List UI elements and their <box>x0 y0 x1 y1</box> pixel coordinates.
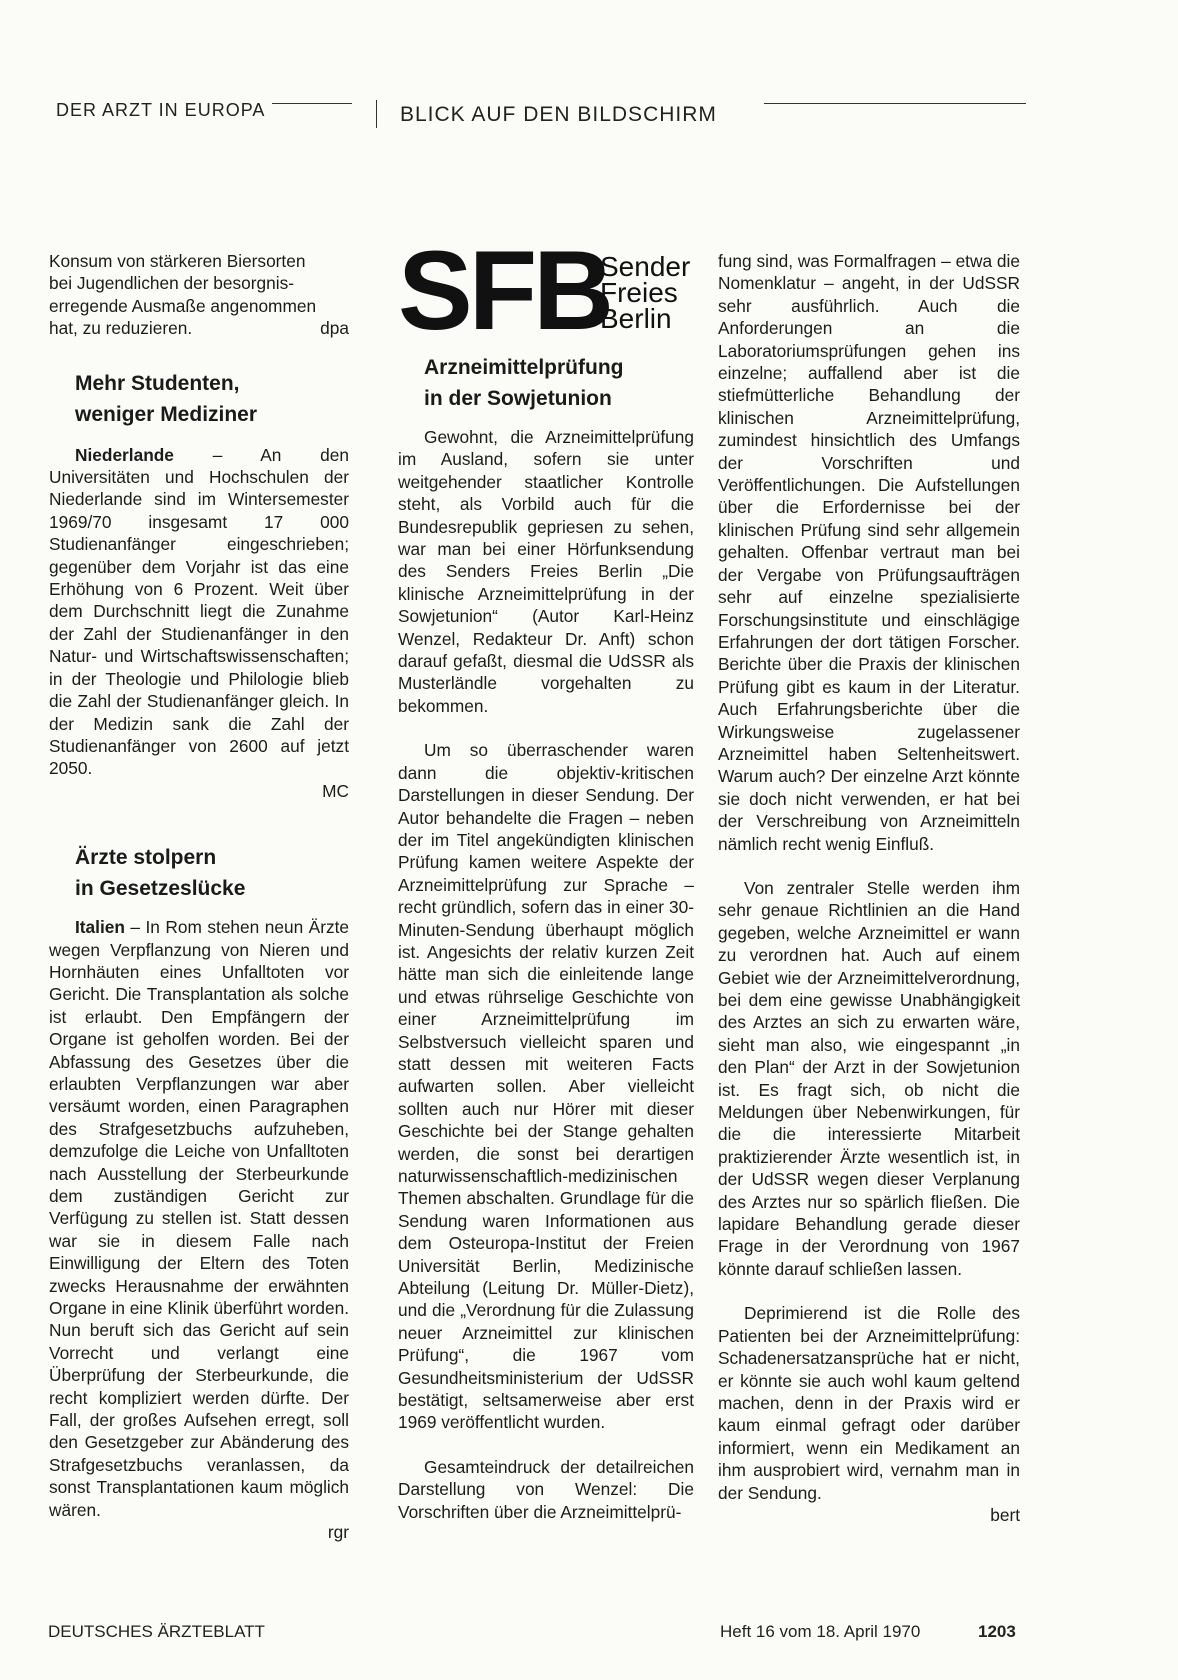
article-body: Italien – In Rom stehen neun Ärzte wegen Verpflanzung von Nieren und Hornhäuten eines Unfalltoten vor Gericht. Die Transplantation als solche ist erlaubt. Den Empfängern der Organe ist geholfen worden. Bei der Abfassung des Gesetzes über die erlaubten Verpflanzungen war aber versäumt worden, einen Paragraphen des Strafgesetzbuchs aufzuheben, demzufolge die Leiche von Unfalltoten nach Ausstellung der Sterbeurkunde dem zuständigen Gericht zur Verfügung zu stellen ist. Statt dessen war sie in diesem Falle nach Einwilligung der Eltern des Toten zwecks Herausnahme der erwähnten Organe in eine Klinik überführt worden. Nun beruft sich das Gericht auf sein Vorrecht und verlangt eine Überprüfung der Sterbeurkunde, die recht kompliziert werden dürfte. Der Fall, der großes Aufsehen erregt, soll den Gesetzgeber zur Abänderung des Strafgesetzbuchs veranlassen, da sonst Transplantationen kaum möglich wären. rgr <box>49 917 349 1543</box>
column-divider <box>376 100 377 128</box>
article-headline: Ärzte stolpern in Gesetzeslücke <box>75 846 246 901</box>
article-signature: rgr <box>327 1522 349 1543</box>
section-title-right: BLICK AUF DEN BILDSCHIRM <box>400 103 717 126</box>
article-paragraph: Gewohnt, die Arzneimittelprüfung im Ausland, sofern sie unter weitgehender staatlicher Kontrolle steht, als Vorbild auch für die Bundesrepublik gepriesen zu sehen, war man bei einer Hörfunksendung des Senders Freies Berlin „Die klinische Arzneimittelprüfung in der Sowjetunion“ (Autor Karl-Heinz Wenzel, Redakteur Dr. Anft) schon darauf gefaßt, diesmal die UdSSR als Musterländle vorgehalten zu bekommen. <box>398 427 694 716</box>
article-paragraph: Deprimierend ist die Rolle des Patienten bei der Arzneimittelprüfung: Schadenersatzansprüche hat er nicht, er könnte sie auch wohl kaum geltend machen, denn in der Praxis wird er kaum einmal gefragt oder darüber informiert, wenn ein Medikament an ihm ausprobiert wird, vernahm man in der Sendung. bert <box>718 1303 1020 1525</box>
page-number: 1203 <box>978 1622 1016 1641</box>
left-column <box>49 250 349 1544</box>
article-signature: MC <box>322 780 349 801</box>
issue-info: Heft 16 vom 18. April 1970 <box>720 1622 921 1641</box>
article-signature: bert <box>990 1504 1020 1525</box>
sfb-logo-letters: SFB <box>398 228 610 353</box>
intro-signature: dpa <box>320 318 349 339</box>
article-paragraph: Von zentraler Stelle werden ihm sehr genaue Richtlinien an die Hand gegeben, welche Arzneimittel er wann zu verordnen hat. Auch auf einem Gebiet wie der Arzneimittelverordnung, bei dem eine gewisse Unabhängigkeit des Arztes an sich zu erwarten wäre, sieht man also, wie eingespannt „in den Plan“ der Arzt in der Sowjetunion ist. Es fragt sich, ob nicht die Meldungen über Nebenwirkungen, für die die interessierte Mitarbeit praktizierender Ärzte wesentlich ist, in der UdSSR wegen dieser Verplanung des Arztes nur so spärlich fließen. Die lapidare Behandlung gerade dieser Frage in der Verordnung von 1967 könnte darauf schließen lassen. <box>718 877 1020 1279</box>
right-column <box>718 250 1020 1526</box>
article-paragraph: fung sind, was Formalfragen – etwa die Nomenklatur – angeht, in der UdSSR sehr ausführlich. Auch die Anforderungen an die Laboratoriumsprüfungen gehen ins einzelne; auffallend aber ist die stiefmütterliche Behandlung der klinischen Arzneimittelprüfung, zumindest hinsichtlich des Umfangs der Vorschriften und Veröffentlichungen. Die Aufstellungen über die Erfordernisse bei der klinischen Prüfung sind sehr allgemein gehalten. Offenbar vertraut man bei der Vergabe von Prüfungsaufträgen sehr auf einzelne spezialisierte Forschungsinstitute und einschlägige Erfahrungen der dort tätigen Forscher. Berichte über die Praxis der klinischen Prüfung gibt es kaum in der Literatur. Auch Erfahrungsberichte über die Wirkungsweise zugelassener Arzneimittel haben Seltenheitswert. Warum auch? Der einzelne Arzt könnte sie doch nicht verwenden, er hat bei der Verschreibung von Arzneimitteln nämlich recht wenig Einfluß. <box>718 251 1020 854</box>
publication-name: DEUTSCHES ÄRZTEBLATT <box>48 1622 265 1641</box>
header-rule-left <box>272 103 352 104</box>
intro-text <box>49 250 349 340</box>
article-headline: Mehr Studenten, weniger Mediziner <box>75 371 258 426</box>
sfb-logo-text: Sender Freies Berlin <box>600 251 691 334</box>
article-dateline: Niederlande <box>75 444 174 465</box>
article-dateline: Italien <box>75 917 125 938</box>
sfb-logo <box>398 228 708 353</box>
article-headline: Arzneimittelprüfung in der Sowjetunion <box>424 356 624 410</box>
intro-line: bei Jugendlichen der besorgnis- <box>49 273 294 294</box>
article-paragraph: Um so überraschender waren dann die objektiv-kritischen Darstellungen in dieser Sendung. Der Autor behandelte die Fragen – neben der im Titel angekündigten klinischen Prüfung kamen weitere Aspekte der Arzneimittelprüfung zur Sprache – recht gründlich, sofern das in einer 30-Minuten-Sendung überhaupt möglich ist. Angesichts der relativ kurzen Zeit hätte man sich die einleitende lange und etwas rührselige Geschichte von einer Arzneimittelprüfung im Selbstversuch vielleicht sparen und statt dessen mit weiteren Facts aufwarten sollen. Aber vielleicht sollten auch nur Hörer mit dieser Geschichte bei der Stange gehalten werden, die sonst bei derartigen naturwissenschaftlich-medizinischen Themen abschalten. Grundlage für die Sendung waren Informationen aus dem Osteuropa-Institut der Freien Universität Berlin, Medizinische Abteilung (Leitung Dr. Müller-Dietz), und die „Verordnung für die Zulassung neuer Arzneimittel zur klinischen Prüfung“, die 1967 vom Gesundheitsministerium der UdSSR bestätigt, seltsamerweise aber erst 1969 veröffentlicht wurden. <box>398 740 694 1433</box>
article-paragraph: Gesamteindruck der detailreichen Darstellung von Wenzel: Die Vorschriften über die Arzneimittelprü- <box>398 1456 694 1522</box>
article-body: Niederlande – An den Universitäten und Hochschulen der Niederlande sind im Wintersemester 1969/70 insgesamt 17 000 Studienanfänger eingeschrieben; gegenüber dem Vorjahr ist das eine Erhöhung von 6 Prozent. Weit über dem Durchschnitt liegt die Zunahme der Zahl der Studienanfänger in den Natur- und Wirtschaftswissenschaften; in der Theologie und Philologie blieb die Zahl der Studienanfänger gleich. In der Medizin sank die Zahl der Studienanfänger von 2600 auf jetzt 2050. MC <box>49 444 349 801</box>
header-rule-right <box>764 103 1026 104</box>
section-title-left: DER ARZT IN EUROPA <box>56 100 266 120</box>
intro-line: Konsum von stärkeren Biersorten <box>49 251 306 271</box>
intro-line: hat, zu reduzieren. <box>49 318 193 339</box>
intro-line: erregende Ausmaße angenommen <box>49 295 317 316</box>
middle-column <box>398 352 694 1523</box>
